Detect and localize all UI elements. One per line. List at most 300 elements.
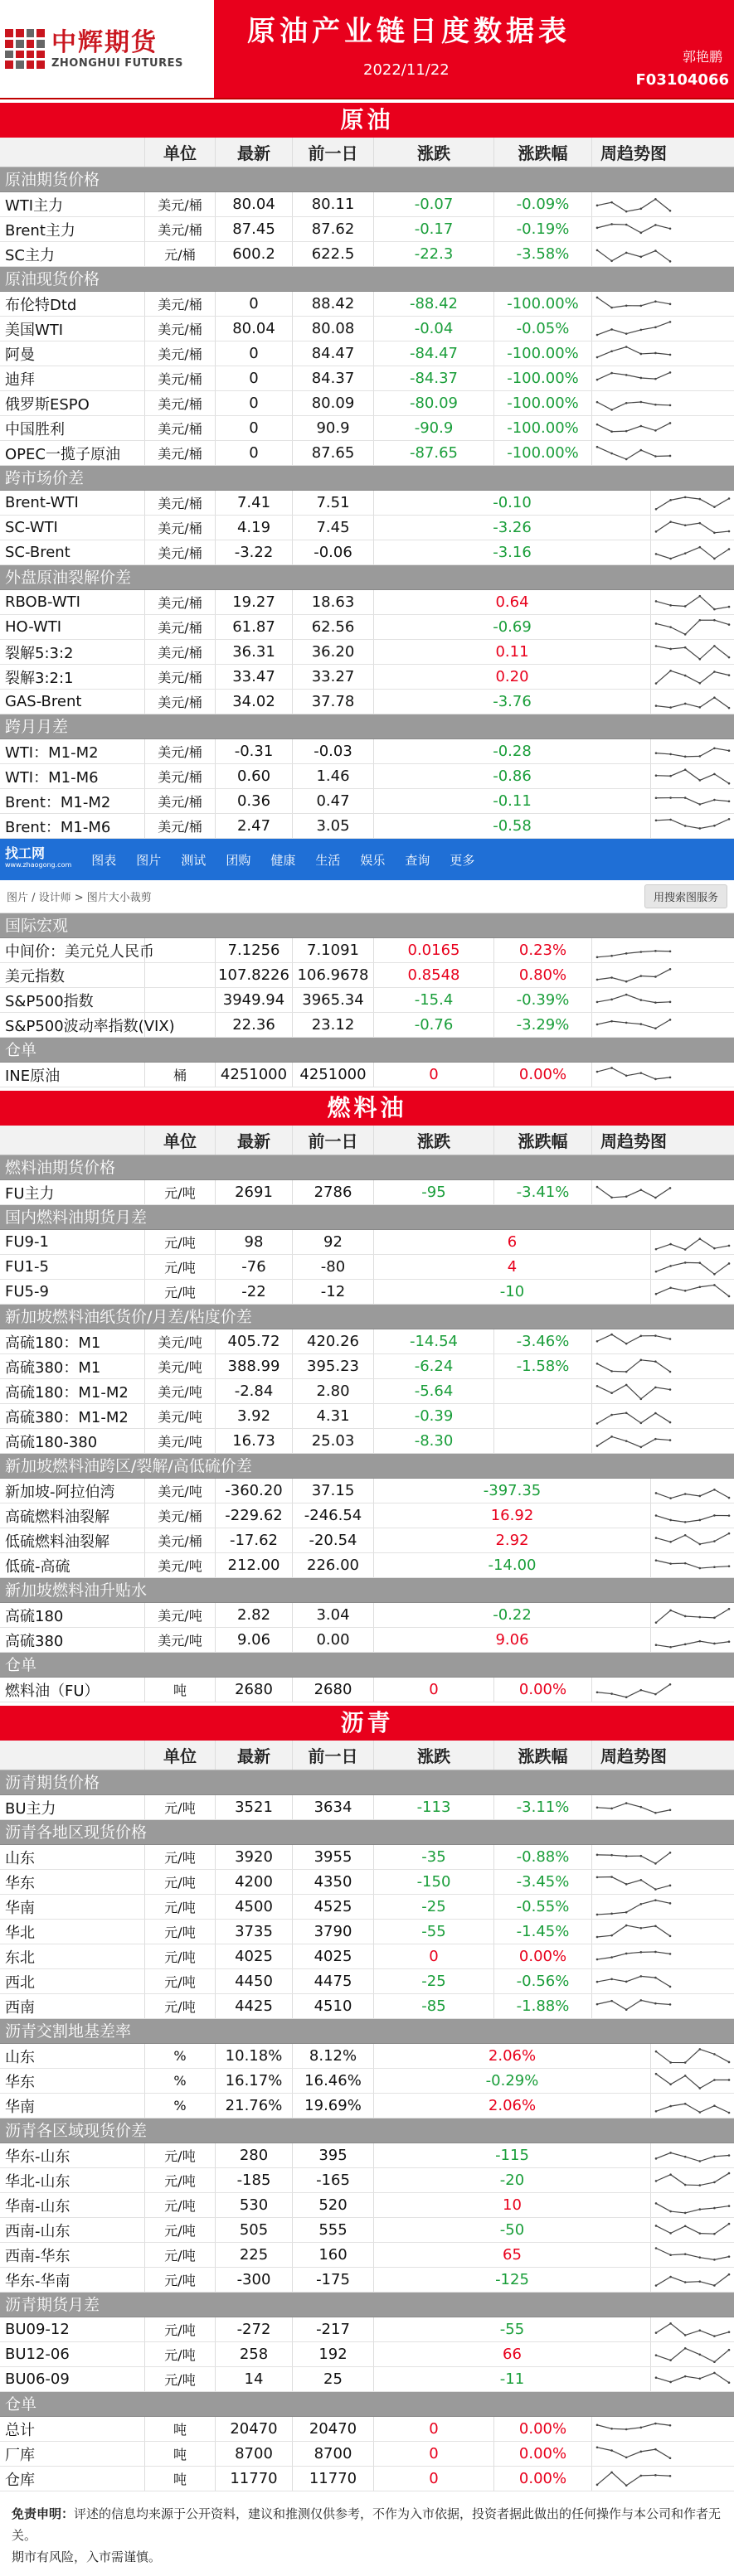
sparkline-point <box>669 2152 672 2154</box>
row-prev: 37.78 <box>293 690 374 714</box>
table-row <box>0 1678 734 1702</box>
row-label: Brent：M1-M2 <box>0 789 145 813</box>
sparkline-point <box>610 1807 613 1809</box>
row-prev: -12 <box>293 1280 374 1304</box>
row-trend <box>592 1329 675 1353</box>
row-latest: 4200 <box>216 1870 293 1894</box>
group-header: 新加坡燃料油纸货价/月差/粘度价差 <box>0 1305 734 1329</box>
row-change-pct: -100.00% <box>494 391 592 415</box>
row-unit: 元/桶 <box>145 242 216 266</box>
row-prev: -0.06 <box>293 540 374 564</box>
col-prev: 前一日 <box>293 138 374 167</box>
row-trend <box>592 1920 675 1944</box>
row-label: BU主力 <box>0 1795 145 1819</box>
row-trend <box>592 1429 675 1453</box>
group-header: 沥青交割地基差率 <box>0 2019 734 2044</box>
sparkline-point <box>713 798 716 801</box>
sparkline-point <box>596 1445 599 1447</box>
trend-sparkline <box>594 194 673 215</box>
row-trend <box>592 1404 675 1428</box>
trend-sparkline <box>653 2319 732 2341</box>
table-row <box>0 341 734 366</box>
row-prev: 192 <box>293 2342 374 2366</box>
sparkline-point <box>655 1270 658 1272</box>
sparkline-path <box>597 2423 670 2429</box>
row-label: GAS-Brent <box>0 690 145 714</box>
sparkline-point <box>684 633 687 636</box>
row-trend <box>592 1795 675 1819</box>
sparkline-point <box>684 605 687 608</box>
trend-sparkline <box>653 791 732 812</box>
row-change: -85 <box>374 1994 494 2018</box>
sparkline-point <box>596 204 599 206</box>
row-latest: 11770 <box>216 2467 293 2491</box>
group-header: 仓单 <box>0 2392 734 2417</box>
sparkline-point <box>655 819 658 821</box>
sparkline-point <box>654 326 657 328</box>
sparkline-point <box>684 1261 687 1264</box>
row-trend <box>651 640 734 664</box>
row-trend <box>592 317 675 341</box>
row-change: 0.11 <box>374 640 651 664</box>
row-change: 10 <box>374 2193 651 2217</box>
row-prev: 87.62 <box>293 217 374 241</box>
nav-item[interactable]: 图表 <box>91 852 117 868</box>
report-title: 原油产业链日度数据表 <box>247 15 571 48</box>
sparkline-point <box>640 400 643 403</box>
row-prev: 36.20 <box>293 640 374 664</box>
row-trend <box>592 242 675 266</box>
trend-sparkline <box>594 1431 673 1452</box>
table-row <box>0 963 734 988</box>
row-unit: 元/吨 <box>145 1280 216 1304</box>
row-unit: % <box>145 2044 216 2068</box>
row-trend <box>651 615 734 639</box>
sparkline-point <box>684 552 687 554</box>
row-latest: 0.60 <box>216 764 293 788</box>
sparkline-point <box>610 409 613 411</box>
overlay-nav <box>91 851 494 869</box>
row-label: 总计 <box>0 2417 145 2441</box>
sparkline-point <box>684 496 687 498</box>
row-label: RBOB-WTI <box>0 590 145 614</box>
row-unit: 美元/桶 <box>145 590 216 614</box>
row-change: -15.4 <box>374 988 494 1012</box>
table-row <box>0 690 734 714</box>
row-unit: % <box>145 2094 216 2118</box>
sparkline-path <box>656 620 729 634</box>
sparkline-point <box>684 2183 687 2186</box>
table-row <box>0 1354 734 1379</box>
row-change: 4 <box>374 1255 651 1279</box>
sparkline-point <box>669 1884 672 1886</box>
sparkline-point <box>610 371 613 374</box>
row-label: S&P500波动率指数(VIX) <box>0 1013 145 1037</box>
sparkline-point <box>654 377 657 380</box>
trend-sparkline <box>653 1555 732 1576</box>
sparkline-point <box>625 1342 628 1344</box>
sparkline-path <box>597 1359 670 1371</box>
row-trend <box>651 2044 734 2068</box>
row-change: 2.06% <box>374 2044 651 2068</box>
table-row <box>0 2367 734 2392</box>
sparkline-point <box>596 1806 599 1809</box>
row-label: 高硫180：M1 <box>0 1329 145 1353</box>
sparkline-point <box>699 1237 702 1240</box>
sparkline-point <box>699 2087 702 2089</box>
sparkline-point <box>684 755 687 758</box>
row-unit: 美元/吨 <box>145 1479 216 1503</box>
sparkline-point <box>728 1607 731 1610</box>
sparkline-point <box>625 458 628 460</box>
row-change-pct <box>494 1379 592 1403</box>
row-trend <box>592 192 675 216</box>
group-header: 新加坡燃料油升贴水 <box>0 1578 734 1603</box>
row-latest: 4025 <box>216 1944 293 1968</box>
group-header: 燃料油期货价格 <box>0 1155 734 1180</box>
row-latest: 4425 <box>216 1994 293 2018</box>
row-prev: -175 <box>293 2268 374 2292</box>
sparkline-point <box>654 429 657 432</box>
sparkline-point <box>625 1802 628 1804</box>
sparkline-point <box>625 1021 628 1024</box>
sparkline-point <box>655 705 658 707</box>
section-crude-oil <box>0 103 734 839</box>
row-label: SC主力 <box>0 242 145 266</box>
sparkline-point <box>625 332 628 335</box>
sparkline-point <box>654 1027 657 1029</box>
row-change-pct: 0.00% <box>494 2467 592 2491</box>
row-trend <box>592 1895 675 1919</box>
sparkline-path <box>597 249 670 260</box>
sparkline-point <box>728 2273 731 2275</box>
sparkline-point <box>655 1292 658 1295</box>
row-unit: 美元/桶 <box>145 814 216 838</box>
sparkline-point <box>669 2104 672 2107</box>
row-unit: 美元/吨 <box>145 1628 216 1652</box>
table-row <box>0 590 734 615</box>
sparkline-point <box>640 1072 643 1074</box>
sparkline-point <box>669 2322 672 2325</box>
sparkline-point <box>655 645 658 647</box>
sparkline-point <box>640 1421 643 1424</box>
nav-item[interactable]: 团购 <box>226 852 251 868</box>
row-latest: 33.47 <box>216 665 293 689</box>
row-prev: 37.15 <box>293 1479 374 1503</box>
sparkline-point <box>654 1360 657 1363</box>
table-row <box>0 2069 734 2094</box>
row-unit: 元/吨 <box>145 1870 216 1894</box>
row-latest: 10.18% <box>216 2044 293 2068</box>
risk-warning: 期市有风险，入市需谨慎。 <box>12 2549 162 2564</box>
sparkline-point <box>713 2284 716 2287</box>
trend-sparkline <box>653 2046 732 2067</box>
sparkline-path <box>656 748 729 756</box>
sparkline-point <box>713 2104 716 2107</box>
breadcrumb-text[interactable]: 图片 / 设计师 > 图片大小裁剪 <box>7 892 152 904</box>
sparkline-point <box>728 623 731 626</box>
sparkline-point <box>640 1878 643 1881</box>
nav-item[interactable]: 测试 <box>181 852 207 868</box>
table-row <box>0 739 734 764</box>
row-change: -0.04 <box>374 317 494 341</box>
table-row <box>0 1280 734 1305</box>
table-row <box>0 1603 734 1628</box>
table-row <box>0 1329 734 1354</box>
row-unit: 元/吨 <box>145 2218 216 2242</box>
row-label: 高硫380：M1-M2 <box>0 1404 145 1428</box>
sparkline-path <box>597 1951 670 1959</box>
row-latest: 61.87 <box>216 615 293 639</box>
row-trend <box>592 2417 675 2441</box>
sparkline-point <box>684 1533 687 1536</box>
nav-item[interactable]: 更多 <box>450 852 475 868</box>
trend-sparkline <box>594 1406 673 1427</box>
row-trend <box>651 491 734 515</box>
sparkline-point <box>669 2210 672 2212</box>
sparkline-point <box>713 506 716 508</box>
sparkline-point <box>610 1392 613 1394</box>
row-prev: 90.9 <box>293 416 374 440</box>
sparkline-point <box>655 2050 658 2052</box>
col-trend: 周趋势图 <box>600 1131 667 1151</box>
nav-item[interactable]: 图片 <box>136 852 162 868</box>
sparkline-point <box>669 1019 672 1021</box>
sparkline-point <box>655 2354 658 2356</box>
row-change-pct: -0.88% <box>494 1845 592 1869</box>
sparkline-point <box>699 1639 702 1642</box>
row-unit: 元/吨 <box>145 1845 216 1869</box>
sparkline-point <box>669 2232 672 2235</box>
row-change-pct: -1.45% <box>494 1920 592 1944</box>
row-latest: 16.73 <box>216 1429 293 1453</box>
sparkline-point <box>713 557 716 559</box>
sparkline-point <box>610 1333 613 1335</box>
sparkline-point <box>669 1851 672 1853</box>
table-row <box>0 2094 734 2118</box>
group-header: 沥青期货价格 <box>0 1770 734 1795</box>
row-change: -14.00 <box>374 1553 651 1577</box>
sparkline-point <box>684 797 687 799</box>
sparkline-point <box>625 401 628 404</box>
sparkline-point <box>654 1077 657 1080</box>
sparkline-point <box>728 1532 731 1534</box>
sparkline-point <box>699 803 702 806</box>
search-image-button[interactable]: 用搜索图服务 <box>644 884 727 908</box>
sparkline-point <box>640 352 643 355</box>
sparkline-point <box>699 2377 702 2380</box>
row-label: 新加坡-阿拉伯湾 <box>0 1479 145 1503</box>
sparkline-point <box>654 1386 657 1388</box>
sparkline-point <box>728 1262 731 1265</box>
sparkline-point <box>728 2255 731 2258</box>
sparkline-path <box>597 297 670 307</box>
row-trend <box>592 963 675 987</box>
row-latest: 3521 <box>216 1795 293 1819</box>
sparkline-point <box>596 1876 599 1878</box>
sparkline-point <box>728 800 731 802</box>
trend-sparkline <box>594 1847 673 1868</box>
trend-sparkline <box>594 1381 673 1402</box>
sparkline-point <box>610 1436 613 1438</box>
table-row <box>0 1994 734 2019</box>
trend-sparkline <box>594 293 673 315</box>
table-row <box>0 2417 734 2442</box>
sparkline-point <box>655 2284 658 2287</box>
row-prev: 80.11 <box>293 192 374 216</box>
table-row <box>0 640 734 665</box>
sparkline-path <box>597 1187 670 1198</box>
row-label: 西北 <box>0 1969 145 1993</box>
table-row <box>0 2442 734 2467</box>
sparkline-point <box>596 445 599 448</box>
trend-sparkline <box>594 2468 673 2490</box>
row-trend <box>651 2317 734 2341</box>
sparkline-point <box>625 1074 628 1077</box>
row-unit: 元/吨 <box>145 1994 216 2018</box>
trend-sparkline <box>653 617 732 638</box>
row-label: 华东 <box>0 2069 145 2093</box>
row-change: -125 <box>374 2268 651 2292</box>
row-trend <box>651 2143 734 2167</box>
trend-sparkline <box>653 2095 732 2117</box>
row-label: 东北 <box>0 1944 145 1968</box>
group-header: 原油现货价格 <box>0 267 734 292</box>
trend-sparkline <box>653 542 732 564</box>
sparkline-point <box>699 2184 702 2186</box>
row-change-pct: -1.58% <box>494 1354 592 1378</box>
row-label: 高硫380 <box>0 1628 145 1652</box>
row-trend <box>651 2268 734 2292</box>
trend-sparkline <box>653 1232 732 1253</box>
trend-sparkline <box>653 1281 732 1303</box>
row-change: -0.76 <box>374 1013 494 1037</box>
sparkline-point <box>713 2206 716 2209</box>
nav-item[interactable]: 生活 <box>315 852 341 868</box>
col-prev: 前一日 <box>293 1126 374 1155</box>
row-change: 0.8548 <box>374 963 494 987</box>
sparkline-point <box>625 2008 628 2011</box>
row-latest: 0.36 <box>216 789 293 813</box>
trend-sparkline <box>594 1182 673 1203</box>
row-prev: 160 <box>293 2243 374 2267</box>
trend-sparkline <box>594 443 673 464</box>
row-unit: 元/吨 <box>145 1920 216 1944</box>
sparkline-point <box>669 2457 672 2459</box>
sparkline-point <box>699 1261 702 1264</box>
row-change-pct: -3.46% <box>494 1329 592 1353</box>
row-latest: 80.04 <box>216 192 293 216</box>
sparkline-point <box>625 980 628 982</box>
row-trend <box>592 938 675 962</box>
row-unit: 美元/吨 <box>145 1429 216 1453</box>
row-change: -88.42 <box>374 292 494 316</box>
sparkline-path <box>656 646 729 659</box>
sparkline-point <box>655 2247 658 2249</box>
nav-item[interactable]: 查询 <box>405 852 430 868</box>
row-label: HO-WTI <box>0 615 145 639</box>
table-row <box>0 516 734 540</box>
row-unit: 元/吨 <box>145 2193 216 2217</box>
sparkline-point <box>728 2172 731 2174</box>
trend-sparkline <box>594 990 673 1011</box>
sparkline-point <box>699 1494 702 1497</box>
row-label: INE原油 <box>0 1063 145 1087</box>
row-unit: 元/吨 <box>145 1895 216 1919</box>
row-change: -87.65 <box>374 441 494 465</box>
sparkline-point <box>640 2426 643 2428</box>
sparkline-point <box>654 1899 657 1901</box>
row-prev: 226.00 <box>293 1553 374 1577</box>
sparkline-point <box>669 1541 672 1543</box>
sparkline-point <box>640 975 643 977</box>
row-label: 中间价：美元兑人民币 <box>0 938 145 962</box>
row-unit: 美元/桶 <box>145 516 216 540</box>
sparkline-path <box>656 2152 729 2161</box>
sparkline-point <box>669 753 672 755</box>
overlay-brand[interactable]: 找工网 www.zhaogong.com <box>5 845 72 869</box>
sparkline-point <box>610 1934 613 1936</box>
sparkline-path <box>597 402 670 409</box>
sparkline-point <box>596 2423 599 2426</box>
sparkline-point <box>640 2474 643 2477</box>
nav-item[interactable]: 健康 <box>270 852 296 868</box>
sparkline-point <box>713 608 716 610</box>
row-change: 0 <box>374 1678 494 1702</box>
row-change: 0.0165 <box>374 938 494 962</box>
row-latest: 20470 <box>216 2417 293 2441</box>
sparkline-point <box>728 2154 731 2157</box>
row-prev: 25.03 <box>293 1429 374 1453</box>
sparkline-point <box>728 2222 731 2225</box>
sparkline-point <box>596 378 599 380</box>
sparkline-path <box>656 1641 729 1647</box>
report-code: F03104066 <box>635 71 729 89</box>
sparkline-point <box>655 1644 658 1646</box>
row-change: -90.9 <box>374 416 494 440</box>
sparkline-point <box>610 1692 613 1695</box>
sparkline-path <box>597 199 670 211</box>
sparkline-point <box>728 2331 731 2333</box>
disclaimer-text: 评述的信息均来源于公开资料，建议和推测仅供参考，不作为入市依据，投资者据此做出的任何操作与本公司和作者无关。 <box>12 2506 722 2543</box>
row-latest: 0 <box>216 341 293 366</box>
sparkline-point <box>610 1999 613 2002</box>
sparkline-point <box>728 530 731 532</box>
row-latest: -3.22 <box>216 540 293 564</box>
sparkline-point <box>699 594 702 597</box>
row-unit: % <box>145 2069 216 2093</box>
row-change-pct: -100.00% <box>494 341 592 366</box>
sparkline-point <box>669 1187 672 1189</box>
sparkline-point <box>684 2075 687 2077</box>
col-chg: 涨跌 <box>374 1741 494 1770</box>
sparkline-point <box>625 210 628 212</box>
nav-item[interactable]: 娱乐 <box>360 852 386 868</box>
sparkline-point <box>655 2331 658 2334</box>
sparkline-path <box>597 372 670 380</box>
sparkline-point <box>699 2256 702 2259</box>
sparkline-point <box>655 1559 658 1562</box>
sparkline-path <box>656 671 729 683</box>
logo-en: ZHONGHUI FUTURES <box>51 56 183 70</box>
row-change-pct: 0.23% <box>494 938 592 962</box>
row-unit: 元/吨 <box>145 2143 216 2167</box>
sparkline-point <box>669 353 672 356</box>
row-trend <box>592 1944 675 1968</box>
row-latest: 21.76% <box>216 2094 293 2118</box>
row-trend <box>592 1013 675 1037</box>
sparkline-point <box>610 223 613 225</box>
